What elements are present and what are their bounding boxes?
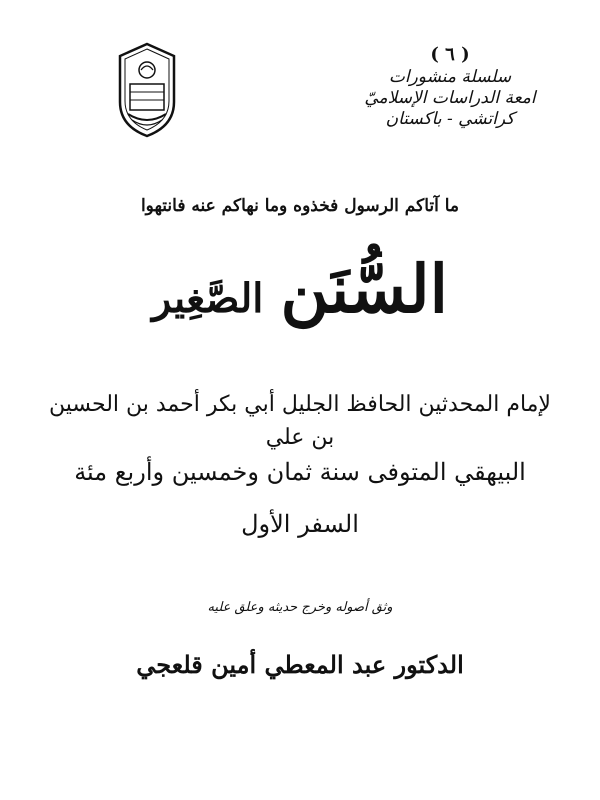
series-line-1: سلسلة منشورات xyxy=(388,66,512,87)
series-info xyxy=(360,44,540,130)
title-sub: الصَّغِير xyxy=(151,275,264,322)
edited-note: وثق أصوله وخرج حديثه وعلق عليه xyxy=(207,600,393,615)
editor-name: الدكتور عبد المعطي أمين قلعجي xyxy=(136,650,464,679)
series-number: ( ٦ ) xyxy=(430,44,470,65)
author-block xyxy=(40,388,560,490)
book-title xyxy=(0,250,600,328)
series-line-2: امعة الدراسات الإسلاميّ xyxy=(364,87,536,108)
author-line-2: البيهقي المتوفى سنة ثمان وخمسين وأربع مئة xyxy=(74,458,526,486)
series-line-3: كراتشي - باكستان xyxy=(385,109,515,129)
volume-label: السفر الأول xyxy=(241,510,359,538)
author-line-1: لإمام المحدثين الحافظ الجليل أبي بكر أحمد بن الحسين بن علي xyxy=(49,392,551,450)
university-seal-icon xyxy=(112,40,182,140)
quran-verse: ما آتاكم الرسول فخذوه وما نهاكم عنه فانتهوا xyxy=(140,196,460,216)
title-main: السُّنَن xyxy=(280,250,448,328)
